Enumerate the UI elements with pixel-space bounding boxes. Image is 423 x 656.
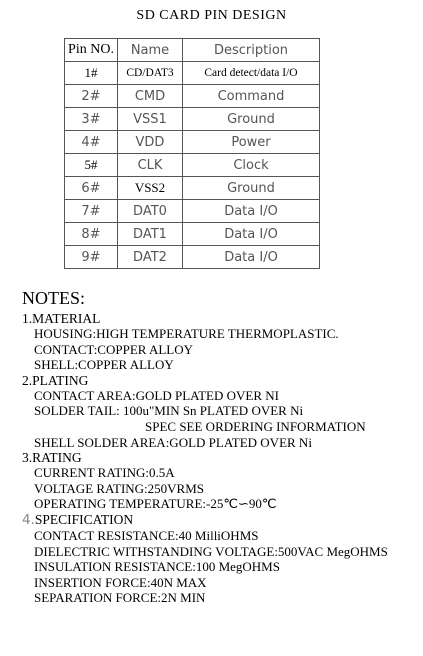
note-line: CURRENT RATING:0.5A bbox=[34, 465, 175, 481]
note-line: SOLDER TAIL: 100u"MIN Sn PLATED OVER Ni bbox=[34, 403, 304, 419]
section-title: RATING bbox=[32, 450, 82, 466]
section-title: PLATING bbox=[32, 372, 89, 388]
section-number: 3. bbox=[22, 450, 33, 466]
section-heading bbox=[22, 450, 417, 465]
name-cell: DAT0 bbox=[118, 200, 183, 223]
note-line: SPEC SEE ORDERING INFORMATION bbox=[145, 418, 366, 434]
name-cell: CLK bbox=[118, 154, 183, 177]
name-cell: VSS1 bbox=[118, 108, 183, 131]
note-line: OPERATING TEMPERATURE:-25℃∽90℃ bbox=[34, 496, 277, 512]
description-cell: Command bbox=[183, 85, 320, 108]
pin-cell: 6# bbox=[65, 177, 118, 200]
section-title: MATERIAL bbox=[32, 311, 101, 326]
section-heading bbox=[22, 373, 417, 388]
section-number: 2. bbox=[22, 372, 33, 388]
table-header-row bbox=[65, 39, 320, 62]
pin-cell: 7# bbox=[65, 200, 118, 223]
pin-cell: 9# bbox=[65, 246, 118, 269]
note-line: INSERTION FORCE:40N MAX bbox=[34, 574, 207, 590]
description-cell: Data I/O bbox=[183, 223, 320, 246]
table-row bbox=[65, 85, 320, 108]
notes-title: NOTES: bbox=[22, 288, 85, 308]
description-cell: Card detect/data I/O bbox=[183, 62, 320, 85]
note-line: SHELL:COPPER ALLOY bbox=[34, 357, 174, 373]
name-cell: VDD bbox=[118, 131, 183, 154]
description-cell: Ground bbox=[183, 108, 320, 131]
section-title: SPECIFICATION bbox=[34, 511, 134, 527]
table-row bbox=[65, 200, 320, 223]
notes-section bbox=[22, 288, 417, 606]
section-number: 1. bbox=[22, 311, 33, 326]
description-cell: Data I/O bbox=[183, 200, 320, 223]
pin-cell: 8# bbox=[65, 223, 118, 246]
table-row bbox=[65, 108, 320, 131]
name-cell: CD/DAT3 bbox=[118, 62, 183, 85]
note-line: HOUSING:HIGH TEMPERATURE THERMOPLASTIC. bbox=[34, 326, 339, 341]
name-cell: VSS2 bbox=[118, 177, 183, 200]
description-cell: Data I/O bbox=[183, 246, 320, 269]
description-cell: Clock bbox=[183, 154, 320, 177]
note-line: CONTACT RESISTANCE:40 MilliOHMS bbox=[34, 527, 259, 543]
table-row bbox=[65, 62, 320, 85]
table-row bbox=[65, 177, 320, 200]
note-line: SHELL SOLDER AREA:GOLD PLATED OVER Ni bbox=[34, 434, 312, 450]
header-name: Name bbox=[118, 39, 183, 62]
name-cell: CMD bbox=[118, 85, 183, 108]
section-heading bbox=[22, 311, 417, 326]
table-row bbox=[65, 131, 320, 154]
pin-cell: 4# bbox=[65, 131, 118, 154]
description-cell: Power bbox=[183, 131, 320, 154]
note-line: CONTACT AREA:GOLD PLATED OVER NI bbox=[34, 387, 279, 403]
table-row bbox=[65, 246, 320, 269]
name-cell: DAT1 bbox=[118, 223, 183, 246]
note-line: INSULATION RESISTANCE:100 MegOHMS bbox=[34, 559, 280, 575]
note-line: VOLTAGE RATING:250VRMS bbox=[34, 480, 205, 496]
pin-table bbox=[64, 38, 320, 269]
pin-cell: 2# bbox=[65, 85, 118, 108]
description-cell: Ground bbox=[183, 177, 320, 200]
pin-cell: 1# bbox=[65, 62, 118, 85]
note-line: CONTACT:COPPER ALLOY bbox=[34, 341, 194, 357]
name-cell: DAT2 bbox=[118, 246, 183, 269]
table-row bbox=[65, 223, 320, 246]
note-line: DIELECTRIC WITHSTANDING VOLTAGE:500VAC MegOHMS bbox=[34, 543, 388, 559]
pin-cell: 3# bbox=[65, 108, 118, 131]
section-heading bbox=[22, 512, 417, 528]
document-title: SD CARD PIN DESIGN bbox=[136, 8, 287, 23]
pin-cell: 5# bbox=[65, 154, 118, 177]
header-description: Description bbox=[183, 39, 320, 62]
table-row bbox=[65, 154, 320, 177]
note-line: SEPARATION FORCE:2N MIN bbox=[34, 590, 206, 606]
header-pin-no: Pin NO. bbox=[65, 39, 118, 62]
section-number: 4. bbox=[22, 511, 35, 528]
